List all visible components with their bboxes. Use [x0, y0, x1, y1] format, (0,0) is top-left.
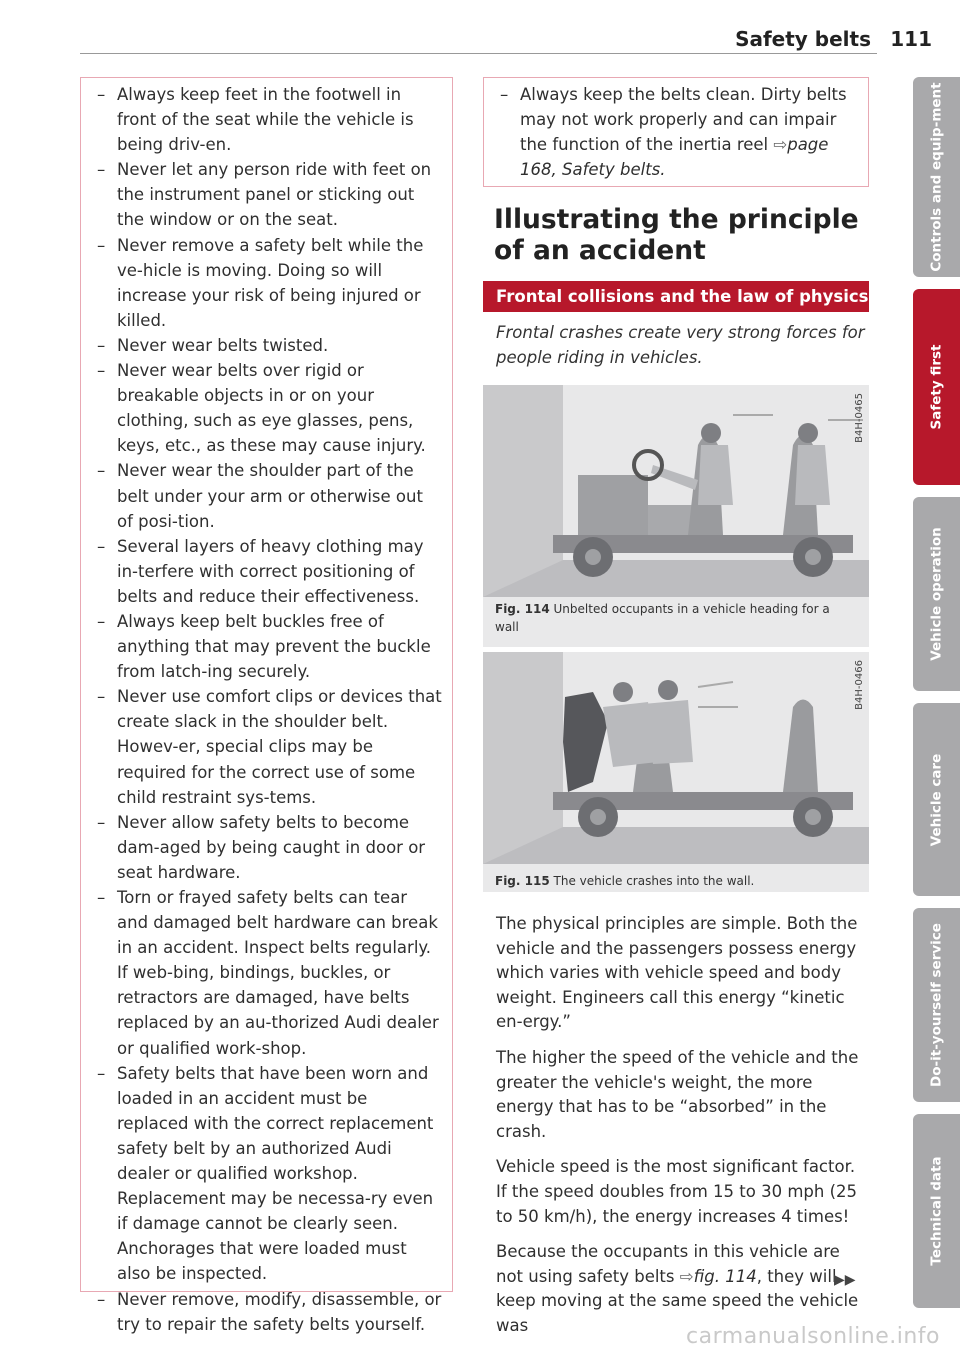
warning-list — [95, 82, 442, 1337]
tab-vehicle-operation[interactable] — [913, 497, 960, 691]
header-rule — [80, 53, 877, 54]
warning-item: – Never wear the shoulder part of the belt under your arm or otherwise out of posi-tion. — [95, 458, 442, 533]
tab-safety-first[interactable] — [913, 289, 960, 485]
warning-item: – Never let any person ride with feet on the instrument panel or sticking out the window or on the seat. — [95, 157, 442, 232]
reference-arrow-icon: ⇨ — [773, 135, 788, 154]
page-number: 111 — [890, 27, 932, 51]
illustration-unbelted-occupants — [483, 385, 869, 597]
tab-label: Technical data — [928, 1156, 944, 1266]
paragraph: The physical principles are simple. Both the vehicle and the passengers possess energy which varies with vehicle speed and body weight. Engineers call this energy “kinetic en-ergy.” — [496, 914, 858, 1032]
warning-item: – Always keep feet in the footwell in front of the seat while the vehicle is being driv-en. — [95, 82, 442, 157]
figure-code: B4H-0465 — [854, 393, 865, 443]
warning-item: – Never wear belts twisted. — [95, 333, 442, 358]
figure-caption-text: The vehicle crashes into the wall. — [553, 874, 755, 888]
paragraph-text: Because the occupants in this vehicle are not using safety belts — [496, 1242, 840, 1286]
warning-list-right — [498, 82, 858, 182]
running-header-title: Safety belts — [735, 27, 871, 51]
warning-item: – Torn or frayed safety belts can tear and damaged belt hardware can break in an accident. Inspect belts regularly. If web-bing, bindings, buckles, or retractors are damaged, have belts replaced by an au-thorized Audi dealer or qualified work-shop. — [95, 885, 442, 1061]
warning-box-right — [483, 77, 869, 187]
tab-label: Controls and equip-ment — [928, 82, 944, 272]
figure-code: B4H-0466 — [854, 660, 865, 710]
reference-arrow-icon: ⇨ — [679, 1266, 694, 1286]
warning-item: – Safety belts that have been worn and loaded in an accident must be replaced with the correct replacement safety belt by an authorized Audi dealer or qualified workshop. Replacement may be necessa-ry even if damage cannot be clearly seen. Anchorages that were loaded must also be inspected. — [95, 1061, 442, 1287]
figure-reference-text: fig. 114 — [693, 1266, 757, 1286]
warning-item: – Never allow safety belts to become dam-aged by being caught in door or seat hardware. — [95, 810, 442, 885]
tab-controls-and-equipment[interactable] — [913, 77, 960, 277]
subsection-bar-title: Frontal collisions and the law of physics — [483, 281, 869, 312]
body-text — [496, 912, 868, 1350]
tab-vehicle-care[interactable] — [913, 703, 960, 896]
tab-do-it-yourself-service[interactable] — [913, 908, 960, 1102]
tab-technical-data[interactable] — [913, 1114, 960, 1308]
paragraph: Vehicle speed is the most significant factor. If the speed doubles from 15 to 30 mph (25 to 50 km/h), the energy increases 4 times! — [496, 1157, 858, 1226]
warning-item — [498, 82, 858, 182]
tab-label: Vehicle operation — [928, 527, 944, 661]
warning-box-left — [80, 77, 453, 1334]
figure-label: Fig. 115 — [495, 874, 550, 888]
paragraph: The higher the speed of the vehicle and the greater the vehicle's weight, the more energy that has to be “absorbed” in the crash. — [496, 1047, 859, 1141]
continue-arrow-icon: ▶▶ — [834, 1272, 856, 1288]
section-intro: Frontal crashes create very strong forces for people riding in vehicles. — [496, 323, 865, 367]
tab-label: Safety first — [928, 344, 944, 430]
figure-115 — [483, 652, 869, 892]
warning-text: Always keep the belts clean. Dirty belts may not work properly and can impair the function of the inertia reel — [520, 85, 847, 154]
figure-114 — [483, 385, 869, 647]
figure-caption-text: Unbelted occupants in a vehicle heading for a wall — [495, 602, 830, 634]
warning-item: – Never remove a safety belt while the ve-hicle is moving. Doing so will increase your risk of being injured or killed. — [95, 233, 442, 333]
section-title: Illustrating the principle of an accident — [494, 204, 859, 266]
warning-item: – Never use comfort clips or devices that create slack in the shoulder belt. Howev-er, special clips may be required for the correct use of some child restraint sys-tems. — [95, 684, 442, 809]
figure-caption — [495, 600, 855, 636]
figure-label: Fig. 114 — [495, 602, 550, 616]
page-reference-text: page 168, Safety belts. — [520, 135, 829, 179]
figure-reference-link[interactable] — [680, 1267, 757, 1286]
warning-item: – Never wear belts over rigid or breakable objects in or on your clothing, such as eye glasses, pens, keys, etc., as these may cause injury. — [95, 358, 442, 458]
warning-item: – Never remove, modify, disassemble, or try to repair the safety belts yourself. — [95, 1287, 442, 1337]
watermark: carmanualsonline.info — [686, 1324, 940, 1349]
paragraph-text: , they will keep moving at the same speed the vehicle was — [496, 1266, 859, 1335]
figure-caption — [495, 872, 855, 890]
warning-item: – Several layers of heavy clothing may in-terfere with correct positioning of belts and reduce their effectiveness. — [95, 534, 442, 609]
warning-item: – Always keep belt buckles free of anything that may prevent the buckle from latch-ing securely. — [95, 609, 442, 684]
tab-label: Vehicle care — [928, 753, 944, 846]
illustration-vehicle-crash — [483, 652, 869, 864]
tab-label: Do-it-yourself service — [928, 923, 944, 1087]
